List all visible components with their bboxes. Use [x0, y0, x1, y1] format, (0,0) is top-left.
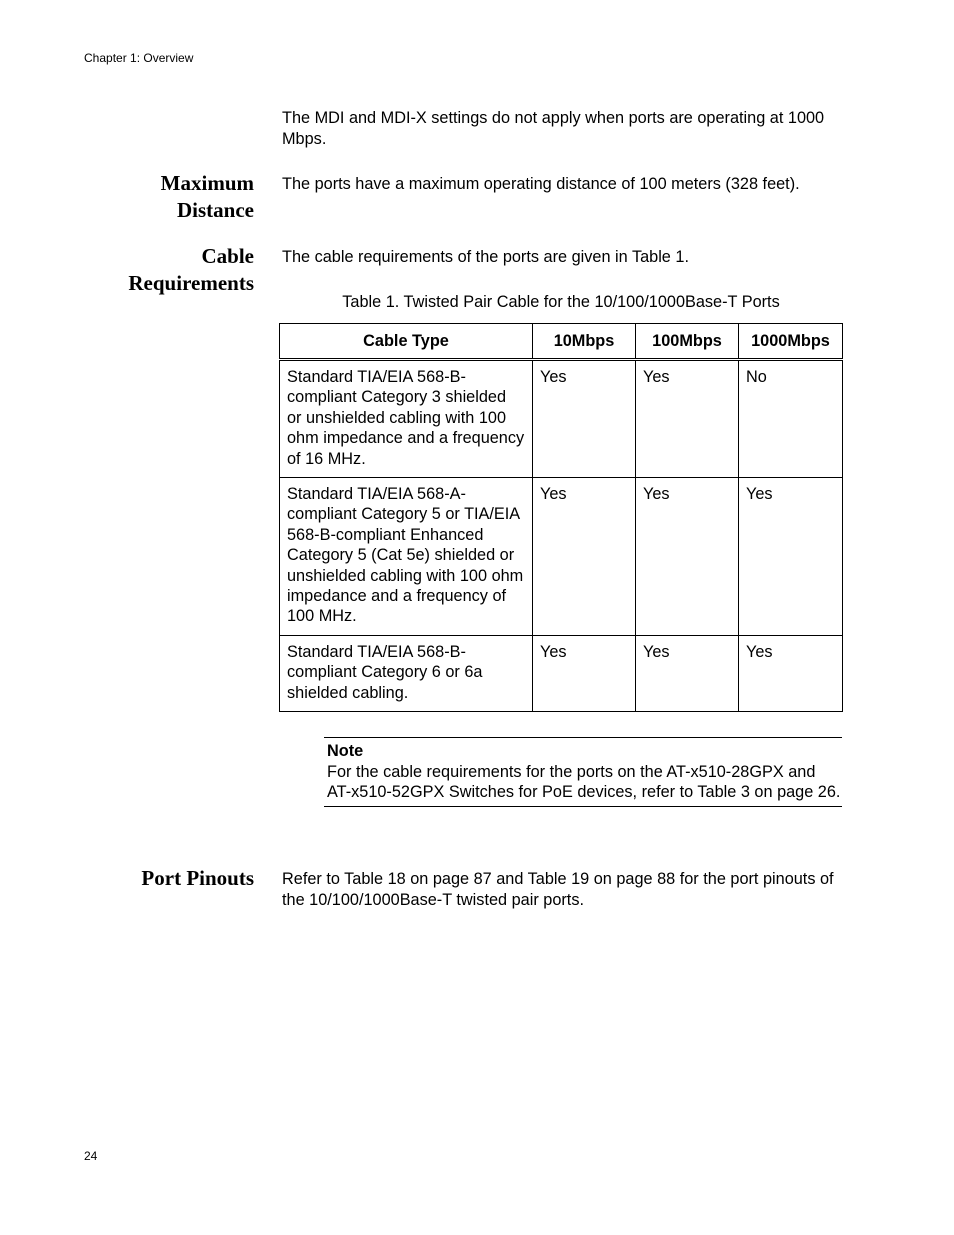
section-heading-maximum-distance — [161, 170, 254, 223]
table-cell: Yes — [739, 478, 843, 636]
table-cell: Yes — [636, 360, 739, 478]
cable-requirements-paragraph: The cable requirements of the ports are given in Table 1. — [282, 248, 689, 266]
max-distance-paragraph: The ports have a maximum operating distance of 100 meters (328 feet). — [282, 175, 800, 193]
table-cell: Yes — [636, 636, 739, 712]
table-header-row — [280, 324, 843, 360]
table-cell: Yes — [636, 478, 739, 636]
note-box — [324, 737, 842, 807]
column-header: Cable Type — [280, 324, 533, 360]
page-number: 24 — [84, 1149, 98, 1163]
heading-line: Maximum — [160, 171, 254, 195]
table-cell: Yes — [533, 478, 636, 636]
column-header: 10Mbps — [533, 324, 636, 360]
table-row — [280, 478, 843, 636]
table-row — [280, 636, 843, 712]
heading-line: Requirements — [128, 271, 254, 295]
intro-paragraph: The MDI and MDI-X settings do not apply when ports are operating at 1000 Mbps. — [282, 109, 825, 148]
table-cell: No — [739, 360, 843, 478]
table-caption: Table 1. Twisted Pair Cable for the 10/100/1000Base-T Ports — [342, 293, 780, 311]
table-cell: Standard TIA/EIA 568-A-compliant Category 5 or TIA/EIA 568-B-compliant Enhanced Category 5 (Cat 5e) shielded or unshielded cabling with 100 ohm impedance and a frequency of 100 MHz. — [280, 478, 533, 636]
running-header: Chapter 1: Overview — [84, 51, 194, 65]
heading-line: Cable — [201, 244, 254, 268]
note-title: Note — [327, 742, 364, 760]
table-cell: Standard TIA/EIA 568-B-compliant Category 3 shielded or unshielded cabling with 100 ohm impedance and a frequency of 16 MHz. — [280, 360, 533, 478]
table-cell: Yes — [533, 360, 636, 478]
section-heading-port-pinouts: Port Pinouts — [141, 866, 254, 890]
column-header: 100Mbps — [636, 324, 739, 360]
table-cell: Yes — [739, 636, 843, 712]
cable-table — [279, 323, 843, 712]
port-pinouts-paragraph: Refer to Table 18 on page 87 and Table 19 on page 88 for the port pinouts of the 10/100/1000Base-T twisted pair ports. — [282, 870, 834, 909]
table-cell: Standard TIA/EIA 568-B-compliant Category 6 or 6a shielded cabling. — [280, 636, 533, 712]
table-row — [280, 360, 843, 478]
heading-line: Distance — [177, 197, 254, 222]
note-text: For the cable requirements for the ports on the AT-x510-28GPX and AT-x510-52GPX Switches for PoE devices, refer to Table 3 on page 26. — [327, 762, 841, 801]
table-cell: Yes — [533, 636, 636, 712]
column-header: 1000Mbps — [739, 324, 843, 360]
section-heading-cable-requirements — [128, 243, 254, 297]
